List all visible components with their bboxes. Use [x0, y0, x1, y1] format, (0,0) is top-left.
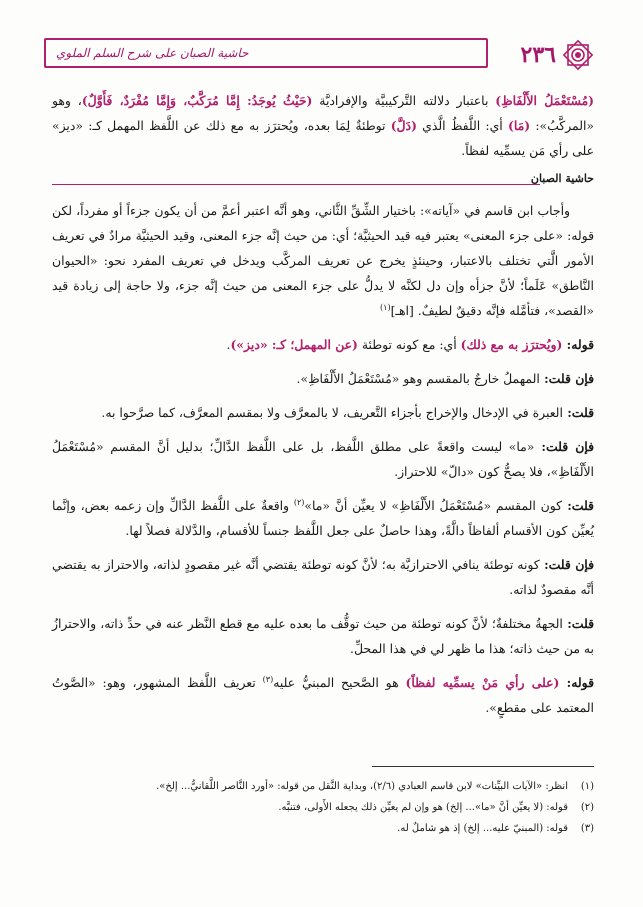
footnote-2: [52, 797, 594, 818]
footnote-1: [52, 776, 594, 797]
book-title-box: [44, 38, 488, 68]
commentary-paragraph-9: [52, 670, 594, 720]
quote-highlight-3: (على رأي مَنْ يسمِّيه لفظاً): [405, 675, 560, 690]
commentary-text-6a: كون المقسم «مُسْتَعْمَلُ الأَلْفَاظِ» لا يعيِّن أنَّ «ما»: [304, 498, 563, 513]
commentary-text-2: أي: مع كونه توطئة: [357, 337, 461, 352]
book-title: حاشية الصبان على شرح السلم الملوي: [56, 46, 249, 60]
rosette-ornament-icon: [560, 37, 596, 73]
main-highlight-1: (مُسْتَعْمَلُ الأَلْفَاظِ): [495, 93, 595, 108]
page-number: ٢٣٦: [520, 42, 556, 68]
footnote-divider: [372, 766, 594, 767]
commentary-text-1: وأجاب ابن قاسم في «آياته»: باختيار الشِّقِّ الثَّاني، وهو أنَّه اعتبر أعمَّ من أن يكون جزءاً أو مفرداً، لكن قوله: «على جزء المعنى» يعتبر فيه قيد الحيثيَّة؛ أي: من حيث إنَّه جزء المعنى، وقيد الحيثيَّة مرادٌ في تعريف الأمور الَّتي تختلف بالاعتبار، وحينئذٍ يخرج عن تعريف المركَّب ويدخل في تعريف المفرد نحو: «الحيوان النَّاطق» عَلَماً؛ لأنَّ جزأه وإن دل لكنَّه لا يدلُّ على جزء المعنى من حيث إنَّه جزء، ولا حاجة إلى زيادة قيد «القصد»، فتأمَّله فإنَّه دقيقٌ لطيفٌ. [اهـ]: [52, 203, 594, 318]
footnotes: [52, 776, 594, 839]
footnote-ref-3[interactable]: (٣): [262, 674, 274, 684]
footnote-number: (١): [580, 781, 594, 792]
commentary-end-2: .: [226, 337, 231, 352]
commentary-paragraph-7: [52, 552, 594, 602]
main-text-1: باعتبار دلالته التَّركيبيَّة والإفراديَّة: [312, 93, 496, 108]
main-text-2: ، وهو «المركَّبُ»:: [52, 93, 595, 133]
commentary-text-7: كونه توطئة ينافي الاحترازيَّة به؛ لأنَّ كونه توطئة يقتضي أنَّه غير مقصودٍ لذاته، والاحتراز به يقتضي أنَّه مقصودٌ لذاته.: [52, 557, 594, 597]
commentary-paragraph-6: [52, 493, 594, 543]
commentary-paragraph-5: [52, 434, 594, 484]
lead-qawluh-2: قوله:: [559, 675, 595, 690]
footnote-number: (٣): [580, 823, 594, 834]
quote-highlight-2: (عن المهمل؛ كـ: «ديز»): [230, 337, 358, 352]
footnote-ref-2[interactable]: (٢): [293, 497, 305, 507]
commentary-paragraph-4: [52, 400, 594, 425]
commentary-paragraph-8: [52, 611, 594, 661]
lead-answer-3: قلت:: [562, 616, 594, 631]
commentary-text-9a: هو الصَّحيح المبنيُّ عليه: [273, 675, 406, 690]
commentary-paragraph-2: [52, 332, 594, 357]
commentary-text-3: المهملُ خارجٌ بالمقسم وهو «مُسْتَعْمَلُ الأَلْفَاظِ».: [296, 371, 540, 386]
section-label: حاشية الصبان: [530, 172, 594, 185]
commentary-text-6b: واقعةٌ على اللَّفظ الدَّالِّ وإن زعمه بعض، وإنَّما يُعيِّن كون الأقسام ألفاظاً دالَّةً، وهذا حاصلٌ على جعل اللَّفظ جنساً للأقسام، والدَّلالة فصلاً لها.: [52, 498, 594, 538]
commentary-paragraph-3: [52, 366, 594, 391]
lead-answer-1: قلت:: [562, 405, 594, 420]
commentary-text-5: «ما» ليست واقعةً على مطلق اللَّفظ، بل على اللَّفظ الدَّالِّ؛ بدليل أنَّ المقسم «مُسْتَعْمَلُ الأَلْفَاظِ»، فلا يصحُّ كون «دالّ» للاحتراز.: [52, 439, 594, 479]
lead-objection-2: فإن قلت:: [534, 439, 594, 454]
quote-highlight-1: (ويُحترَز به مع ذلك): [460, 337, 563, 352]
footnote-text: قوله: (المبنيّ عليه... إلخ) إذ هو شاملٌ له.: [397, 823, 568, 834]
commentary-paragraph-1: [52, 198, 594, 323]
main-text-3: أي: اللَّفظُ الَّذي: [416, 118, 508, 133]
page-header: [44, 34, 596, 76]
commentary-text-4: العبرة في الإدخال والإخراج بأجزاء التَّعريف، لا بالمعرَّف ولا بمقسم المعرَّف، كما صرَّحوا به.: [101, 405, 563, 420]
commentary-text-8: الجهةُ مختلفةٌ؛ لأنَّ كونه توطئة من حيث توقُّف ما بعده عليه مع قطع النَّظر عنه في حدِّ ذاته، والاحترازُ به من حيث ذاته؛ هذا ما ظهر لي في هذا المحلِّ.: [52, 616, 594, 656]
lead-qawluh-1: قوله:: [562, 337, 594, 352]
footnote-number: (٢): [580, 802, 594, 813]
main-text-4: توطئةٌ لِمَا بعده، ويُحترَز به مع ذلك عن اللَّفظ المهمل كـ: «ديز» على رأي مَن يسمِّيه لفظاً.: [52, 118, 594, 158]
main-highlight-4: (دَلَّ): [390, 118, 417, 133]
lead-answer-2: قلت:: [562, 498, 594, 513]
commentary-text-9b: تعريف اللَّفظ المشهور، وهو: «الصَّوتُ المعتمد على مقطعٍ».: [52, 675, 594, 715]
page-number-box: [490, 34, 596, 76]
commentary: [52, 198, 594, 729]
footnote-3: [52, 818, 594, 839]
main-highlight-3: (مَا): [508, 118, 531, 133]
section-divider: [52, 184, 540, 185]
main-text: [52, 88, 594, 163]
lead-objection-3: فإن قلت:: [539, 557, 594, 572]
main-highlight-2: (حَيْثُ يُوجَدُ: إِمَّا مُرَكَّبٌ، وَإِمَّا مُفْرَدٌ، فَأَوَّلٌ): [81, 93, 313, 108]
lead-objection-1: فإن قلت:: [539, 371, 594, 386]
footnote-text: انظر: «الآيات البيِّنات» لابن قاسم العبادي (٢/٦)، وبداية النَّقل من قوله: «أورد النَّاصر اللَّقانيُّ... إلخ».: [156, 781, 568, 792]
footnote-ref-1[interactable]: (١): [380, 302, 391, 312]
footnote-text: قوله: (لا يعيِّن أنَّ «ما»... إلخ) هو وإن لم يعيِّن ذلك يجعله الأَولى، فتنبَّه.: [278, 802, 568, 813]
